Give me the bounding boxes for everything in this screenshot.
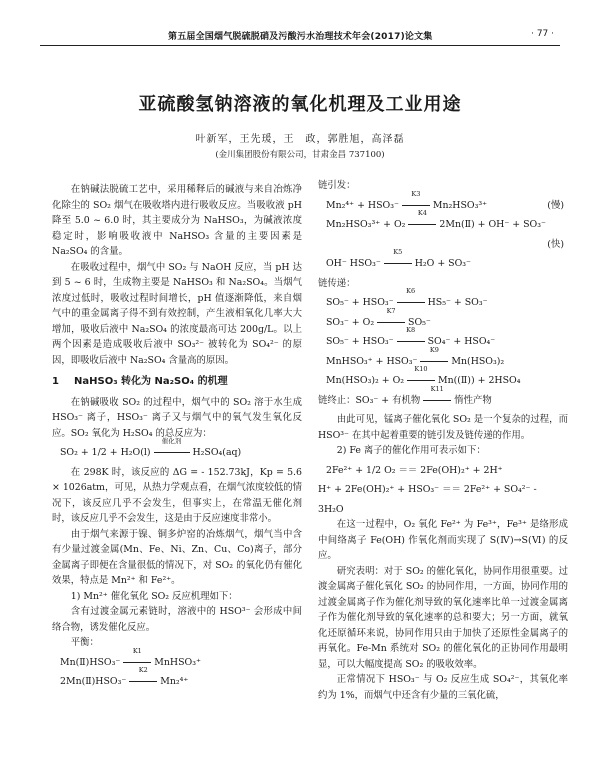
equation-lhs: Mn(Ⅱ)HSO₃⁻ (60, 656, 121, 668)
arrow-label: K6 (406, 287, 416, 295)
equation-rhs: 惰性产物 (454, 394, 492, 406)
equation (318, 384, 568, 409)
equation-lhs: SO₃⁻ + O₂ (326, 316, 375, 328)
paper-title: 亚硫酸氢钠溶液的氧化机理及工业用途 (138, 94, 462, 115)
arrow-label: K10 (414, 365, 428, 373)
equation (326, 287, 568, 311)
equation-rhs: Mn₂HSO₃³⁺ (432, 199, 488, 211)
paragraph: 在这一过程中，O₂ 氧化 Fe²⁺ 为 Fe³⁺，Fe³⁺ 是络形成中间络离子 Fe(OH) 作氧化剂而实现了 S(Ⅳ)→S(Ⅵ) 的反应。 (318, 519, 568, 561)
affiliation: (金川集团股份有限公司，甘肃金昌 737100) (215, 150, 385, 160)
section-number: 1 (52, 376, 59, 387)
arrow-label: K4 (417, 209, 427, 217)
arrow-label: 催化剂 (161, 437, 182, 445)
equation-lhs: SO₂ + 1/2 + H₂O(l) (60, 447, 151, 458)
arrow-label: K5 (393, 248, 403, 256)
equation (60, 437, 302, 461)
arrow-label: K8 (406, 326, 416, 334)
equation-lhs: OH⁻ HSO₃⁻ (326, 258, 381, 269)
equation-rhs: Mn((Ⅱ)) + 2HSO₄ (437, 375, 521, 386)
equation (326, 248, 568, 272)
reaction-arrow (384, 248, 412, 272)
left-column (52, 182, 302, 694)
chain-initiation-label: 链引发： (318, 180, 356, 191)
paragraph: 在钠碱法脱硫工艺中，采用稀释后的碱液与来自冶炼净化除尘的 SO₂ 烟气在吸收塔内进行吸收反应。当吸收液 pH 降至 5.0 ~ 6.0 时，其主要成分为 NaHSO₃，为碱液浓度稳定时，影响吸收液中 NaHSO₃ 含量的主要因素是 Na₂SO₄ 的含量。 (52, 184, 302, 257)
equals-sign: ＝＝ (398, 464, 418, 476)
equation-lhs: MnHSO₃⁺ + HSO₃⁻ (326, 355, 418, 367)
paragraph: 含有过渡金属元素链时，溶液中的 HSO³⁻ 会形成中间络合物，诱发催化反应。 (52, 606, 302, 633)
section-heading (52, 374, 302, 390)
equation-continuation: 3H₂O (318, 503, 344, 515)
equation-lhs: 2Fe²⁺ + 1/2 O₂ (326, 464, 396, 476)
equation-lhs: SO₅⁻ + HSO₃⁻ (326, 297, 394, 308)
chain-propagation-label: 链传递： (318, 277, 356, 289)
section-title: NaHSO₃ 转化为 Na₂SO₄ 的机理 (74, 376, 228, 387)
reaction-arrow (423, 384, 451, 409)
equation-rhs: H₂SO₄(aq) (192, 447, 242, 458)
right-column (318, 178, 568, 703)
paragraph: 2) Fe 离子的催化作用可表示如下： (336, 445, 486, 456)
paragraph: 正常情况下 HSO₃⁻ 与 O₂ 反应生成 SO₄²⁻，其氧化率约为 1%，而烟气中还含有少量的三氧化硫， (318, 674, 568, 701)
equation-lhs: Mn(HSO₃)₂ + O₂ (326, 375, 405, 386)
arrow-label: K9 (429, 345, 439, 354)
rate-tag: (快) (547, 238, 564, 250)
equation-lhs: SO₅⁻ + HSO₃⁻ (326, 336, 394, 347)
paragraph: 在钠碱吸收 SO₂ 的过程中，烟气中的 SO₂ 溶于水生成 HSO₃⁻ 离子，HSO₃⁻ 离子又与烟气中的氧气发生氧化反应。SO₂ 氧化为 H₂SO₄ 的总反应为： (52, 396, 302, 439)
paragraph: 在 298K 时，该反应的 ΔG = - 152.73kJ，Kp = 5.6 × 1026atm，可见，从热力学观点看，在烟气浓度较低的情况下，该反应几乎不会发生，但事实上，在常温无催化剂时，该反应几乎不会发生，这是由于反应速度非常小。 (52, 466, 302, 524)
arrow-label: K7 (386, 306, 396, 315)
equation-lhs: H⁺ + 2Fe(OH)₂⁺ + HSO₃⁻ (318, 484, 440, 495)
arrow-label: K1 (132, 646, 142, 655)
paragraph: 由于烟气来源于镍、铜多炉窑的冶炼烟气，烟气当中含有少量过渡金属(Mn、Fe、Ni、Zn、Cu、Co)离子，部分金属离子即便在含量很低的情况下，对 SO₂ 的氧化仍有催化效果，特点是 Mn²⁺ 和 Fe²⁺。 (52, 528, 302, 586)
reaction-arrow (154, 437, 190, 461)
equals-sign: ＝＝ (442, 484, 461, 495)
arrow-label: K11 (430, 384, 444, 393)
equation-rhs: Mn₂⁴⁺ (160, 676, 189, 687)
equation (326, 189, 568, 214)
chain-termination-label: 链终止：SO₃⁻ + 有机物 (318, 394, 421, 406)
equation-rhs: 2Fe(OH)₂⁺ + 2H⁺ (420, 464, 503, 476)
equation-rhs: MnHSO₃⁺ (154, 656, 201, 668)
paragraph: 研究表明：对于 SO₂ 的催化氧化，协同作用很重要。过渡金属离子催化氧化 SO₂ 的协同作用，一方面，协同作用的过渡金属离子作为催化剂导致的氧化速率比单一过渡金属离子作为催化剂导致的氧化速率的总和要大；另一方面，就氧化还原循环来说，协同作用只由于加快了还原性金属离子的再氧化。Fe-Mn 系统对 SO₂ 的催化氧化的正协同作用最明显，可以大幅度提高 SO₂ 的吸收效率。 (318, 565, 568, 670)
equation (326, 209, 568, 233)
equation-rhs: H₂O + SO₃⁻ (414, 258, 471, 269)
reaction-arrow (129, 666, 157, 690)
arrow-label: K2 (138, 666, 148, 674)
authors: 叶新军，王先瑗，王 政，郭胜旭，高泽磊 (195, 134, 405, 145)
proceedings-title: 第五届全国烟气脱硫脱硝及污酸污水治理技术年会(2017)论文集 (168, 32, 433, 42)
rate-tag: (慢) (547, 199, 564, 211)
equation-rhs: 2Mn(Ⅱ) + OH⁻ + SO₃⁻ (439, 219, 546, 230)
running-header (40, 27, 560, 46)
equation-rhs: SO₄⁻ + HSO₄⁻ (427, 336, 496, 347)
equation-rhs: SO₅⁻ (408, 316, 431, 328)
paragraph: 由此可见，锰离子催化氧化 SO₂ 是一个复杂的过程，而 HSO³⁻ 在其中起着重要的链引发及链传递的作用。 (318, 414, 568, 441)
page-number: · 77 · (531, 29, 554, 39)
equation-tag-line (326, 237, 564, 253)
equation-lhs: 2Mn(Ⅱ)HSO₃⁻ (60, 676, 127, 687)
paragraph: 在吸收过程中，烟气中 SO₂ 与 NaOH 反应，当 pH 达到 5 ~ 6 时，生成物主要是 NaHSO₃ 和 Na₂SO₄。当烟气浓度过低时，吸收过程时间增长，pH 值逐渐降低，来自烟气中的重金属离子得不到有效控制，产生液相氧化几率大大增加，吸收后液中 Na₂SO₄ 的浓度最高可达 200g/L。以上两个因素是造成吸收后液中 SO₃²⁻ 被转化为 SO₄²⁻ 的原因，即吸收后液中 Na₂SO₄ 含量高的原因。 (52, 261, 302, 366)
equation-rhs: HS₅⁻ + SO₃⁻ (427, 297, 488, 308)
equation (318, 482, 568, 498)
equation (60, 666, 302, 690)
equation-rhs: Mn(HSO₃)₂ (451, 355, 505, 367)
reaction-arrow (408, 209, 436, 233)
equation-lhs: Mn₂⁴⁺ + HSO₃⁻ (326, 199, 399, 211)
equation-rhs: 2Fe²⁺ + SO₄²⁻ - (463, 484, 537, 495)
equation-lhs: Mn₂HSO₃³⁺ + O₂ (326, 219, 406, 230)
arrow-label: K3 (411, 189, 421, 198)
paragraph: 1) Mn²⁺ 催化氧化 SO₂ 反应机理如下： (70, 590, 238, 602)
paragraph: 平衡： (70, 637, 99, 648)
equation (326, 345, 568, 370)
equation (60, 646, 302, 671)
equation (326, 463, 568, 479)
equation (326, 306, 568, 331)
